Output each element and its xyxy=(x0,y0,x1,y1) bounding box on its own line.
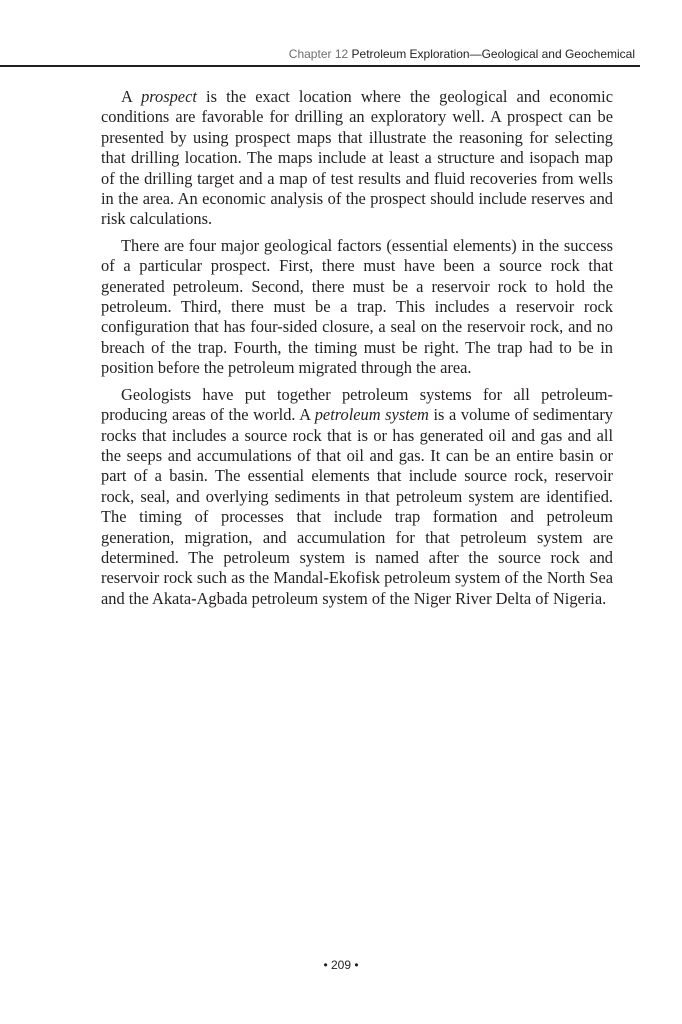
paragraph-prospect-body: is the exact location where the geological and economic conditions are favorable for drilling an exploratory well. A prospect can be presented by using prospect maps that illustrate the reasoning for selecting that drilling location. The maps include at least a structure and isopach map of the drilling target and a map of test results and fluid recoveries from wells in the area. An economic analysis of the prospect should include reserves and risk calculations. xyxy=(101,87,614,229)
running-head xyxy=(0,47,635,61)
chapter-title: Petroleum Exploration—Geological and Geochemical xyxy=(351,47,635,61)
paragraph-petroleum-system xyxy=(101,385,613,609)
chapter-label: Chapter 12 xyxy=(288,47,349,61)
paragraph-petroleum-system-body: is a volume of sedimentary rocks that includes a source rock that is or has generated oil and gas and all the seeps and accumulations of that oil and gas. It can be an entire basin or part of a basin. The essential elements that include source rock, reservoir rock, seal, and overlying sediments in that petroleum system are identified. The timing of processes that include trap formation and petroleum generation, migration, and accumulation for that petroleum system are determined. The petroleum system is named after the source rock and reservoir rock such as the Mandal-Ekofisk petroleum system of the North Sea and the Akata-Agbada petroleum system of the Niger River Delta of Nigeria. xyxy=(101,405,613,608)
term-petroleum-system: petroleum system xyxy=(314,405,429,425)
page-number: • 209 • xyxy=(323,958,359,972)
header-rule xyxy=(0,65,640,67)
body-text xyxy=(101,87,613,615)
paragraph-prospect-lead: A xyxy=(121,87,142,106)
paragraph-prospect xyxy=(101,87,613,230)
term-prospect: prospect xyxy=(141,87,197,106)
paragraph-geological-factors: There are four major geological factors (essential elements) in the success of a particular prospect. First, there must have been a source rock that generated petroleum. Second, there must be a reservoir rock to hold the petroleum. Third, there must be a trap. This includes a reservoir rock configuration that has four-sided closure, a seal on the reservoir rock, and no breach of the trap. Fourth, the timing must be right. The trap had to be in position before the petroleum migrated through the area. xyxy=(101,235,613,378)
paragraph-petroleum-system-lead: Geologists have put together petroleum systems for all petroleum-producing areas of the world. A xyxy=(101,384,613,425)
